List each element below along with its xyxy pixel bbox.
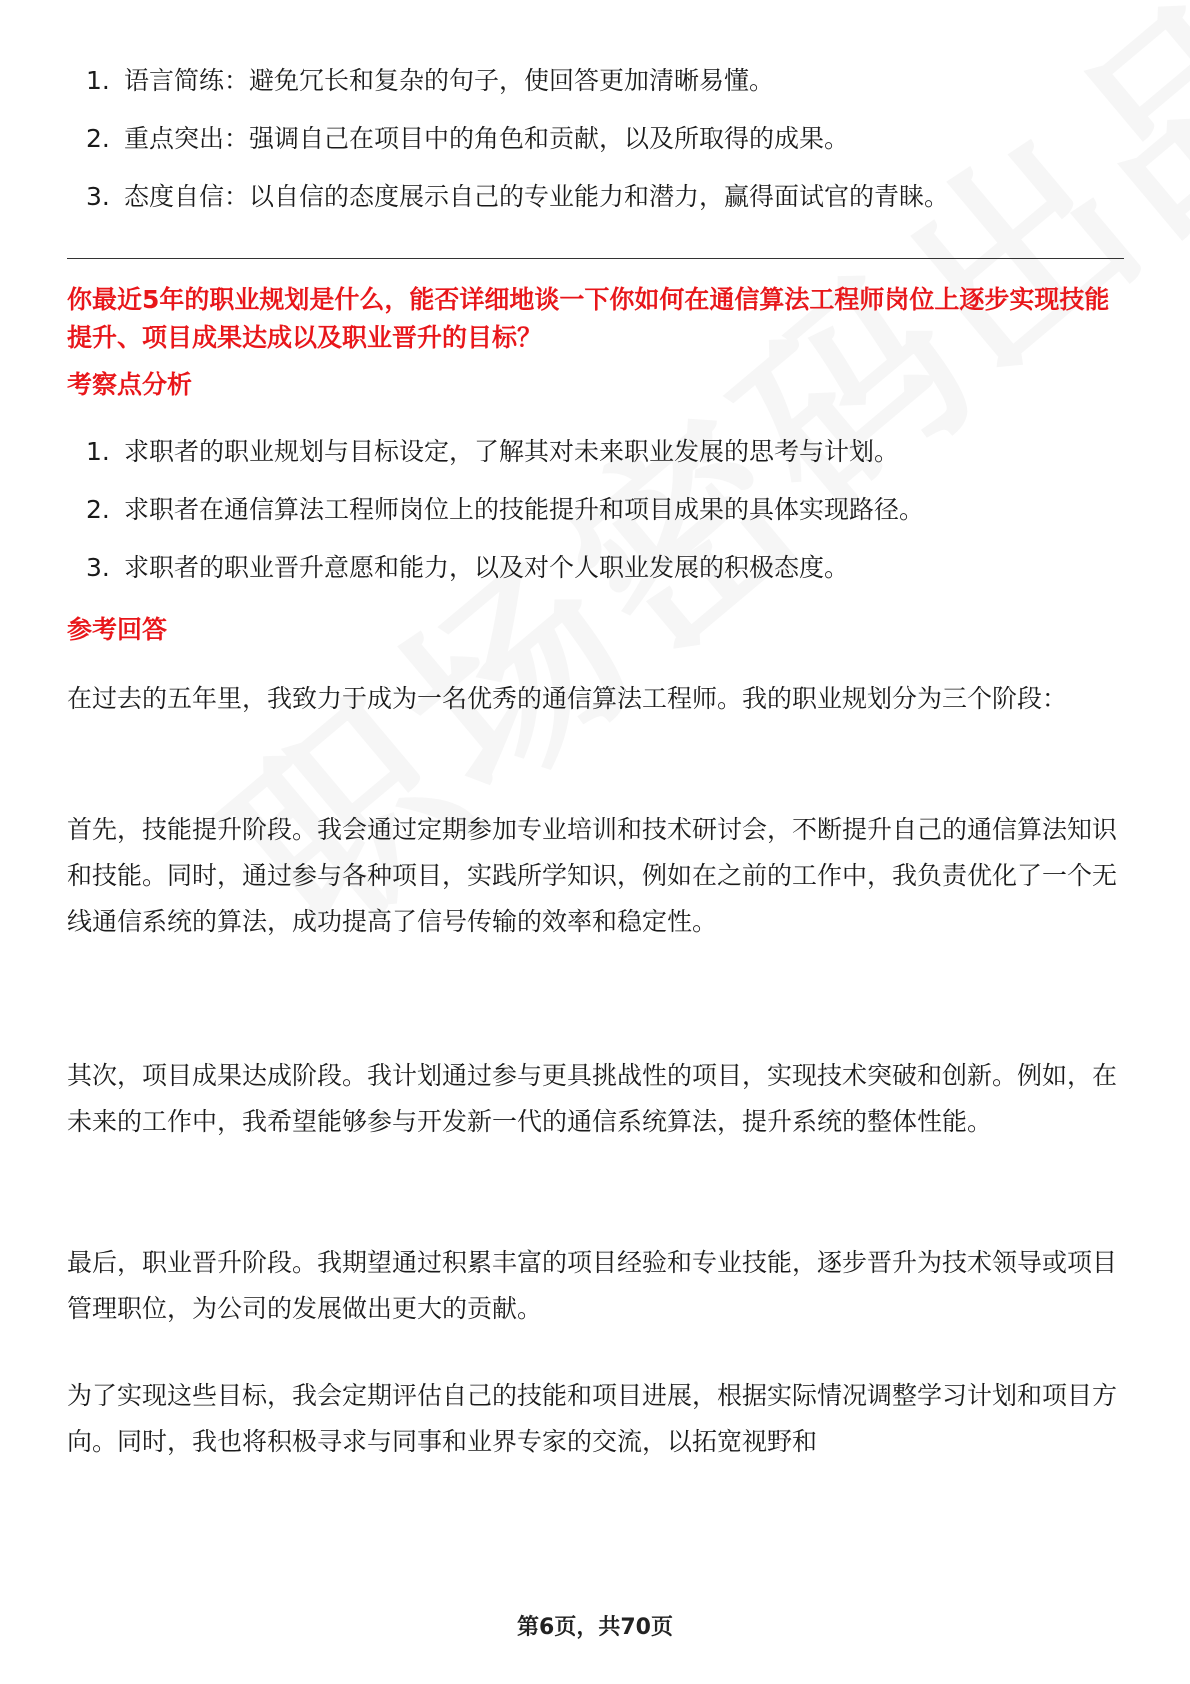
- list-item-text: 语言简练：避免冗长和复杂的句子，使回答更加清晰易懂。: [124, 66, 775, 95]
- list-item-number: 1.: [86, 437, 110, 466]
- list-item-number: 3.: [86, 553, 110, 582]
- answer-paragraph: 为了实现这些目标，我会定期评估自己的技能和项目进展，根据实际情况调整学习计划和项目方向。同时，我也将积极寻求与同事和业界专家的交流，以拓宽视野和: [67, 1381, 1118, 1456]
- answer-paragraph: 最后，职业晋升阶段。我期望通过积累丰富的项目经验和专业技能，逐步晋升为技术领导或项目管理职位，为公司的发展做出更大的贡献。: [67, 1248, 1118, 1323]
- answer-heading: 参考回答: [67, 615, 168, 644]
- list-item-text: 态度自信：以自信的态度展示自己的专业能力和潜力，赢得面试官的青睐。: [124, 182, 950, 211]
- page-number: 第6页，共70页: [517, 1615, 673, 1640]
- list-item-number: 3.: [86, 182, 110, 211]
- list-item-number: 2.: [86, 124, 110, 153]
- list-item-number: 2.: [86, 495, 110, 524]
- list-item-text: 求职者在通信算法工程师岗位上的技能提升和项目成果的具体实现路径。: [124, 495, 925, 524]
- list-item-text: 求职者的职业规划与目标设定，了解其对未来职业发展的思考与计划。: [124, 437, 900, 466]
- list-item-text: 重点突出：强调自己在项目中的角色和贡献，以及所取得的成果。: [124, 124, 850, 153]
- list-item: [86, 179, 1116, 215]
- interview-question: 你最近5年的职业规划是什么，能否详细地谈一下你如何在通信算法工程师岗位上逐步实现技能提升、项目成果达成以及职业晋升的目标？: [67, 285, 1110, 352]
- analysis-list: [86, 434, 1116, 608]
- list-item-number: 1.: [86, 66, 110, 95]
- answer-paragraph: 其次，项目成果达成阶段。我计划通过参与更具挑战性的项目，实现技术突破和创新。例如，在未来的工作中，我希望能够参与开发新一代的通信系统算法，提升系统的整体性能。: [67, 1061, 1118, 1136]
- answer-paragraph: 首先，技能提升阶段。我会通过定期参加专业培训和技术研讨会，不断提升自己的通信算法知识和技能。同时，通过参与各种项目，实践所学知识，例如在之前的工作中，我负责优化了一个无线通信系统的算法，成功提高了信号传输的效率和稳定性。: [67, 815, 1118, 936]
- list-item: [86, 63, 1116, 99]
- list-item: [86, 550, 1116, 586]
- answer-paragraph: 在过去的五年里，我致力于成为一名优秀的通信算法工程师。我的职业规划分为三个阶段：: [67, 684, 1068, 713]
- list-item: [86, 492, 1116, 528]
- section-divider: [67, 258, 1124, 259]
- list-item-text: 求职者的职业晋升意愿和能力，以及对个人职业发展的积极态度。: [124, 553, 850, 582]
- tips-list: [86, 63, 1116, 237]
- analysis-heading: 考察点分析: [67, 370, 193, 399]
- list-item: [86, 434, 1116, 470]
- list-item: [86, 121, 1116, 157]
